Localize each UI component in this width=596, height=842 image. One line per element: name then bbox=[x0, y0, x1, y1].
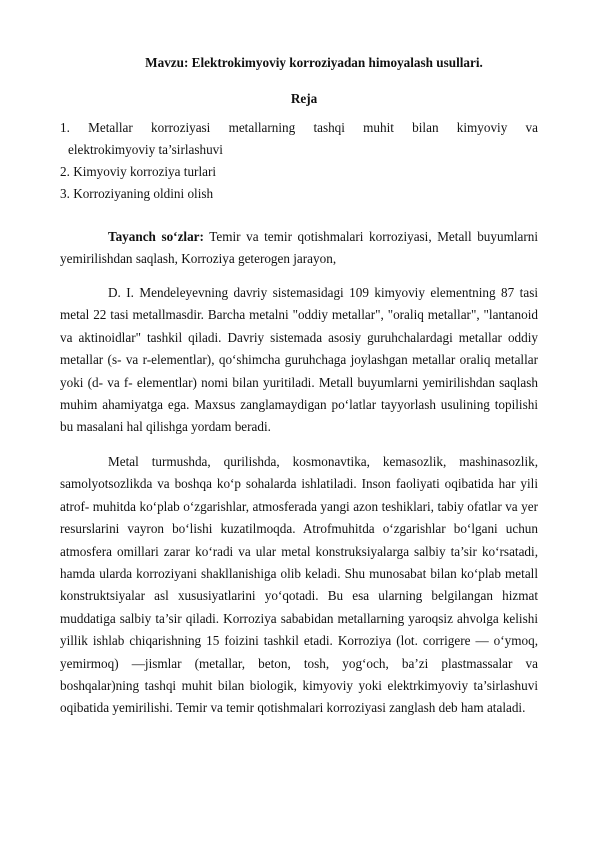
plan-item-2 bbox=[60, 161, 538, 183]
plan-heading: Reja bbox=[290, 91, 318, 106]
plan-item-number: 1. bbox=[60, 120, 70, 135]
plan-item-text: Korroziyaning oldini olish bbox=[73, 186, 214, 201]
plan-item-number: 3. bbox=[60, 186, 70, 201]
plan-item-3 bbox=[60, 183, 538, 205]
body-paragraph-2: Metal turmushda, qurilishda, kosmonavtika, kemasozlik, mashinasozlik, samolyotsozlikda va boshqa ko‘p sohalarda ishlatiladi. Inson faoliyati oqibatida har yili atrof- muhitda ko‘plab o‘zgarishlar, atmosferada yangi azon teshiklari, tabiy ofatlar va yer resurslarini vayron bo‘lishi kuzatilmoqda. Atrofmuhitda o‘zgarishlar bo‘lgani uchun atmosfera omillari zarar ko‘radi va ular metal konstruksiyalarga salbiy ta’sir ko‘rsatadi, hamda ularda korroziyani shakllanishiga olib keladi. Shu munosabat bilan ko‘plab metall konstruktsiyalar asl xususiyatlarini yo‘qotadi. Bu esa ularning belgilangan hizmat muddatiga salbiy ta’sir qiladi. Korroziya sababidan metallarning yaroqsiz ahvolga kelishi yillik ishlab chiqarishning 15 foizini tashkil etadi. Korroziya (lot. corrigere — o‘ymoq, yemirmoq) —jismlar (metallar, beton, tosh, yog‘och, ba’zi plastmassalar va boshqalar)ning tashqi muhit bilan biologik, kimyoviy yoki elektrkimyoviy ta’sirlashuvi oqibatida yemirilishi. Temir va temir qotishmalari korroziyasi zanglash deb ham ataladi. bbox=[60, 454, 538, 716]
document-title: Mavzu: Elektrokimyoviy korroziyadan himoyalash usullari. bbox=[145, 55, 483, 70]
keywords-label: Tayanch so‘zlar: bbox=[108, 229, 204, 244]
plan-item-1 bbox=[60, 117, 538, 139]
plan-item-number: 2. bbox=[60, 164, 70, 179]
body-paragraph-1: D. I. Mendeleyevning davriy sistemasidagi 109 kimyoviy elementning 87 tasi metal 22 tasi metallmasdir. Barcha metalni "oddiy metallar", "oraliq metallar", "lantanoid va aktinoidlar" tashkil qiladi. Davriy sistemada asosiy guruhchalardagi metallar oddiy metallar (s- va r-elementlar), qo‘shimcha guruhchaga joylashgan metallar oraliq metallar yoki (d- va f- elementlar) nomi bilan yuritiladi. Metall buyumlarni yemirilishdan saqlash muhim ahamiyatga ega. Maxsus zanglamaydigan po‘latlar tayyorlash usulining topilishi bu masalani hal qilishga yordam beradi. bbox=[60, 285, 538, 435]
keywords-paragraph bbox=[60, 226, 538, 271]
plan-item-text: Kimyoviy korroziya turlari bbox=[73, 164, 217, 179]
keywords-text: Temir va temir qotishmalari korroziyasi, Metall buyumlarni yemirilishdan saqlash, Korroziya geterogen jarayon, bbox=[60, 229, 538, 267]
plan-list bbox=[60, 117, 538, 205]
plan-item-text: Metallar korroziyasi metallarning tashqi muhit bilan kimyoviy va bbox=[88, 120, 538, 135]
plan-item-1-continuation: elektrokimyoviy ta’sirlashuvi bbox=[68, 142, 223, 157]
